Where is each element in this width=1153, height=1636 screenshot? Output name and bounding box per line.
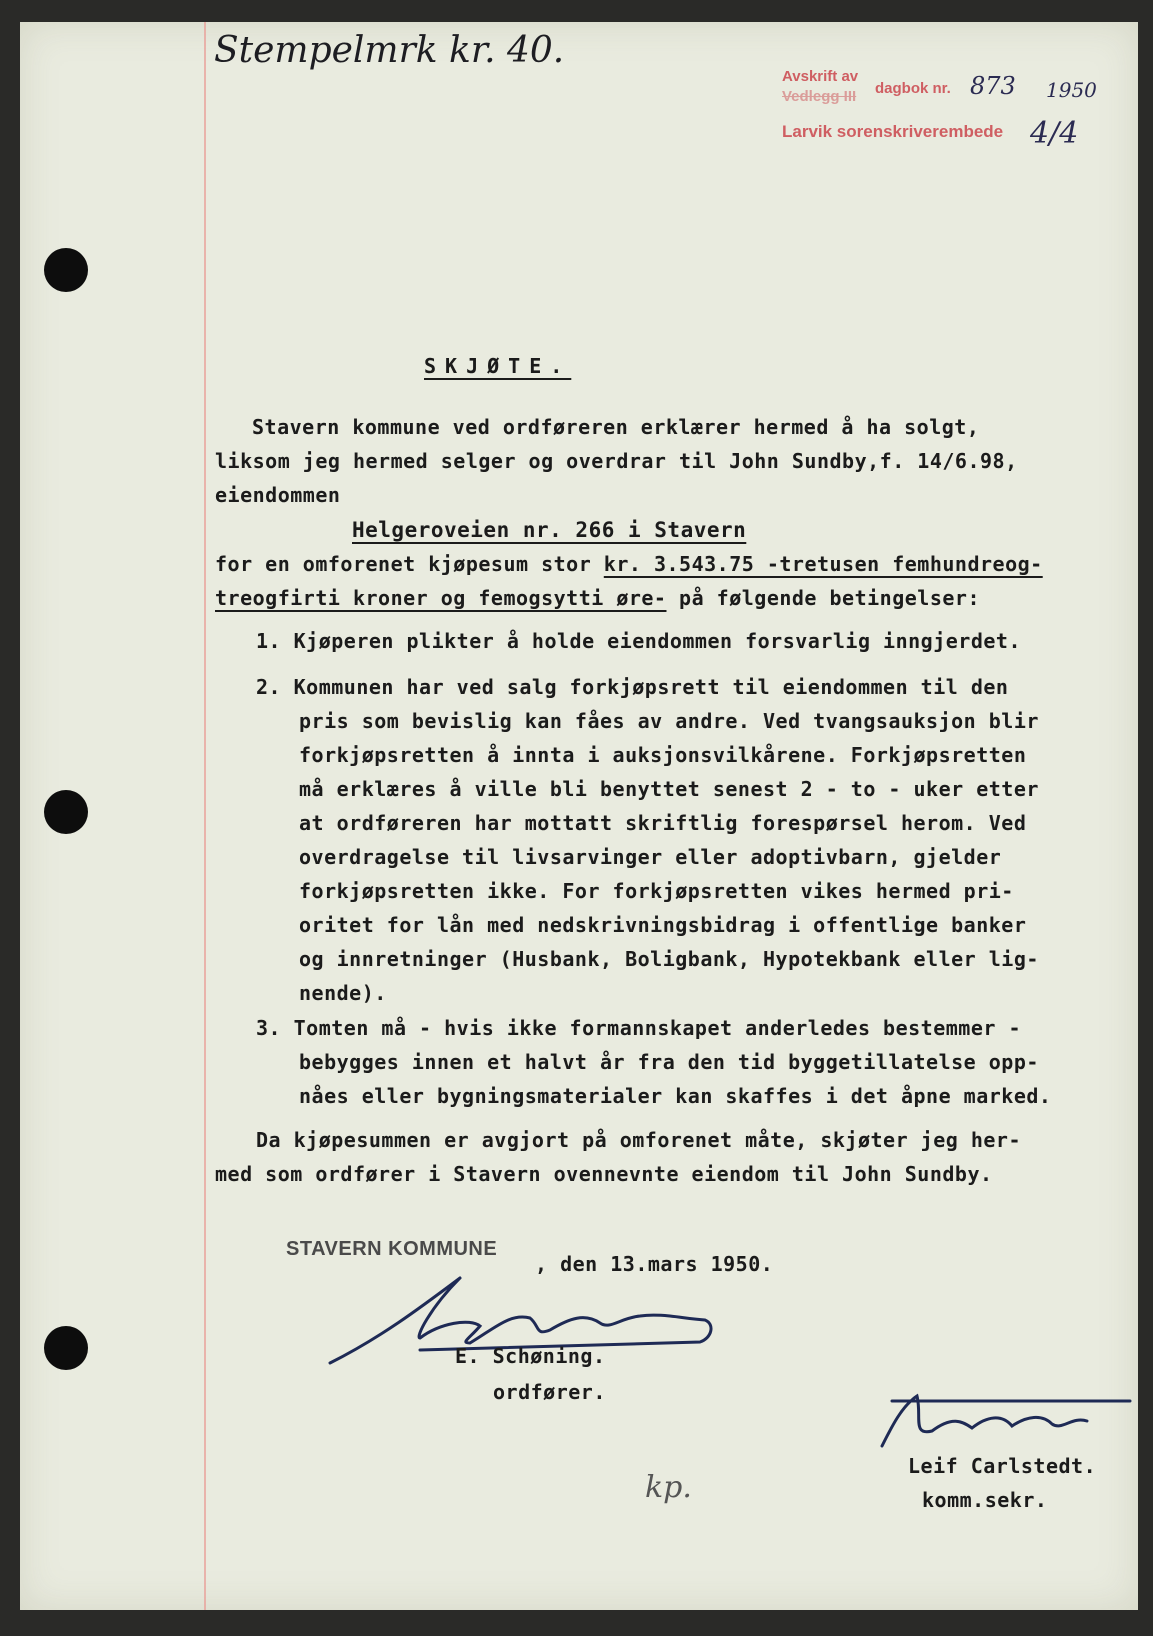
secretary-name: Leif Carlstedt. <box>908 1454 1097 1478</box>
intro-line-6 <box>215 586 980 610</box>
mayor-name: E. Schøning. <box>455 1344 606 1368</box>
typist-initials: kp. <box>645 1470 692 1505</box>
registry-stamp-line3: Larvik sorenskriverembede <box>782 122 1004 141</box>
secretary-signature <box>862 1386 1132 1456</box>
intro-line-5 <box>215 552 1043 576</box>
condition-2-line-9: og innretninger (Husbank, Boligbank, Hypotekbank eller lig- <box>299 947 1039 971</box>
condition-2-line-1: 2. Kommunen har ved salg forkjøpsrett til eiendommen til den <box>256 675 1009 699</box>
punch-hole-bottom <box>44 1326 88 1370</box>
intro-line-3: eiendommen <box>215 483 341 507</box>
condition-3-line-3: nåes eller bygningsmaterialer kan skaffes i det åpne marked. <box>299 1084 1052 1108</box>
price-in-words: treogfirti kroner og femogsytti øre- <box>215 586 667 610</box>
closing-line-1: Da kjøpesummen er avgjort på omforenet måte, skjøter jeg her- <box>256 1128 1022 1152</box>
condition-2-line-10: nende). <box>299 981 387 1005</box>
condition-2-line-2: pris som bevislig kan fåes av andre. Ved tvangsauksjon blir <box>299 709 1039 733</box>
conditions-intro: på følgende betingelser: <box>666 586 981 610</box>
registry-stamp-line2: Vedlegg III <box>782 88 857 105</box>
condition-3-line-1: 3. Tomten må - hvis ikke formannskapet anderledes bestemmer - <box>256 1016 1022 1040</box>
registry-dagbok-number: 873 <box>970 72 1016 100</box>
mayor-title: ordfører. <box>493 1380 606 1404</box>
condition-3-line-2: bebygges innen et halvt år fra den tid byggetillatelse opp- <box>299 1050 1039 1074</box>
condition-2-line-7: forkjøpsretten ikke. For forkjøpsretten vikes hermed pri- <box>299 879 1014 903</box>
condition-2-line-6: overdragelse til livsarvinger eller adoptivbarn, gjelder <box>299 845 1002 869</box>
closing-line-2: med som ordfører i Stavern ovennevnte eiendom til John Sundby. <box>215 1162 993 1186</box>
registry-stamp-line1a: Avskrift av <box>782 68 859 85</box>
punch-hole-top <box>44 248 88 292</box>
condition-2-line-4: må erklæres å ville bli benyttet senest 2 - to - uker etter <box>299 777 1039 801</box>
price-intro: for en omforenet kjøpesum stor <box>215 552 604 576</box>
handwritten-stamp-fee: Stempelmrk kr. 40. <box>214 30 565 71</box>
document-title: SKJØTE. <box>424 354 572 378</box>
secretary-title: komm.sekr. <box>922 1488 1048 1512</box>
margin-line <box>204 22 206 1610</box>
punch-hole-middle <box>44 790 88 834</box>
registry-date: 4/4 <box>1030 116 1079 151</box>
registry-stamp-line1b: dagbok nr. <box>875 80 951 97</box>
condition-2-line-3: forkjøpsretten å innta i auksjonsvilkårene. Forkjøpsretten <box>299 743 1027 767</box>
condition-2-line-5: at ordføreren har mottatt skriftlig forespørsel herom. Ved <box>299 811 1027 835</box>
municipality-stamp: STAVERN KOMMUNE <box>286 1238 498 1260</box>
intro-line-2: liksom jeg hermed selger og overdrar til John Sundby,f. 14/6.98, <box>215 449 1018 473</box>
intro-line-1: Stavern kommune ved ordføreren erklærer hermed å ha solgt, <box>252 415 980 439</box>
condition-1: 1. Kjøperen plikter å holde eiendommen forsvarlig inngjerdet. <box>256 629 1022 653</box>
signing-date: , den 13.mars 1950. <box>535 1252 774 1276</box>
price-amount: kr. 3.543.75 -tretusen femhundreog- <box>603 552 1043 576</box>
registry-year: 1950 <box>1046 78 1097 102</box>
condition-2-line-8: oritet for lån med nedskrivningsbidrag i offentlige banker <box>299 913 1027 937</box>
property-address: Helgeroveien nr. 266 i Stavern <box>352 518 747 542</box>
